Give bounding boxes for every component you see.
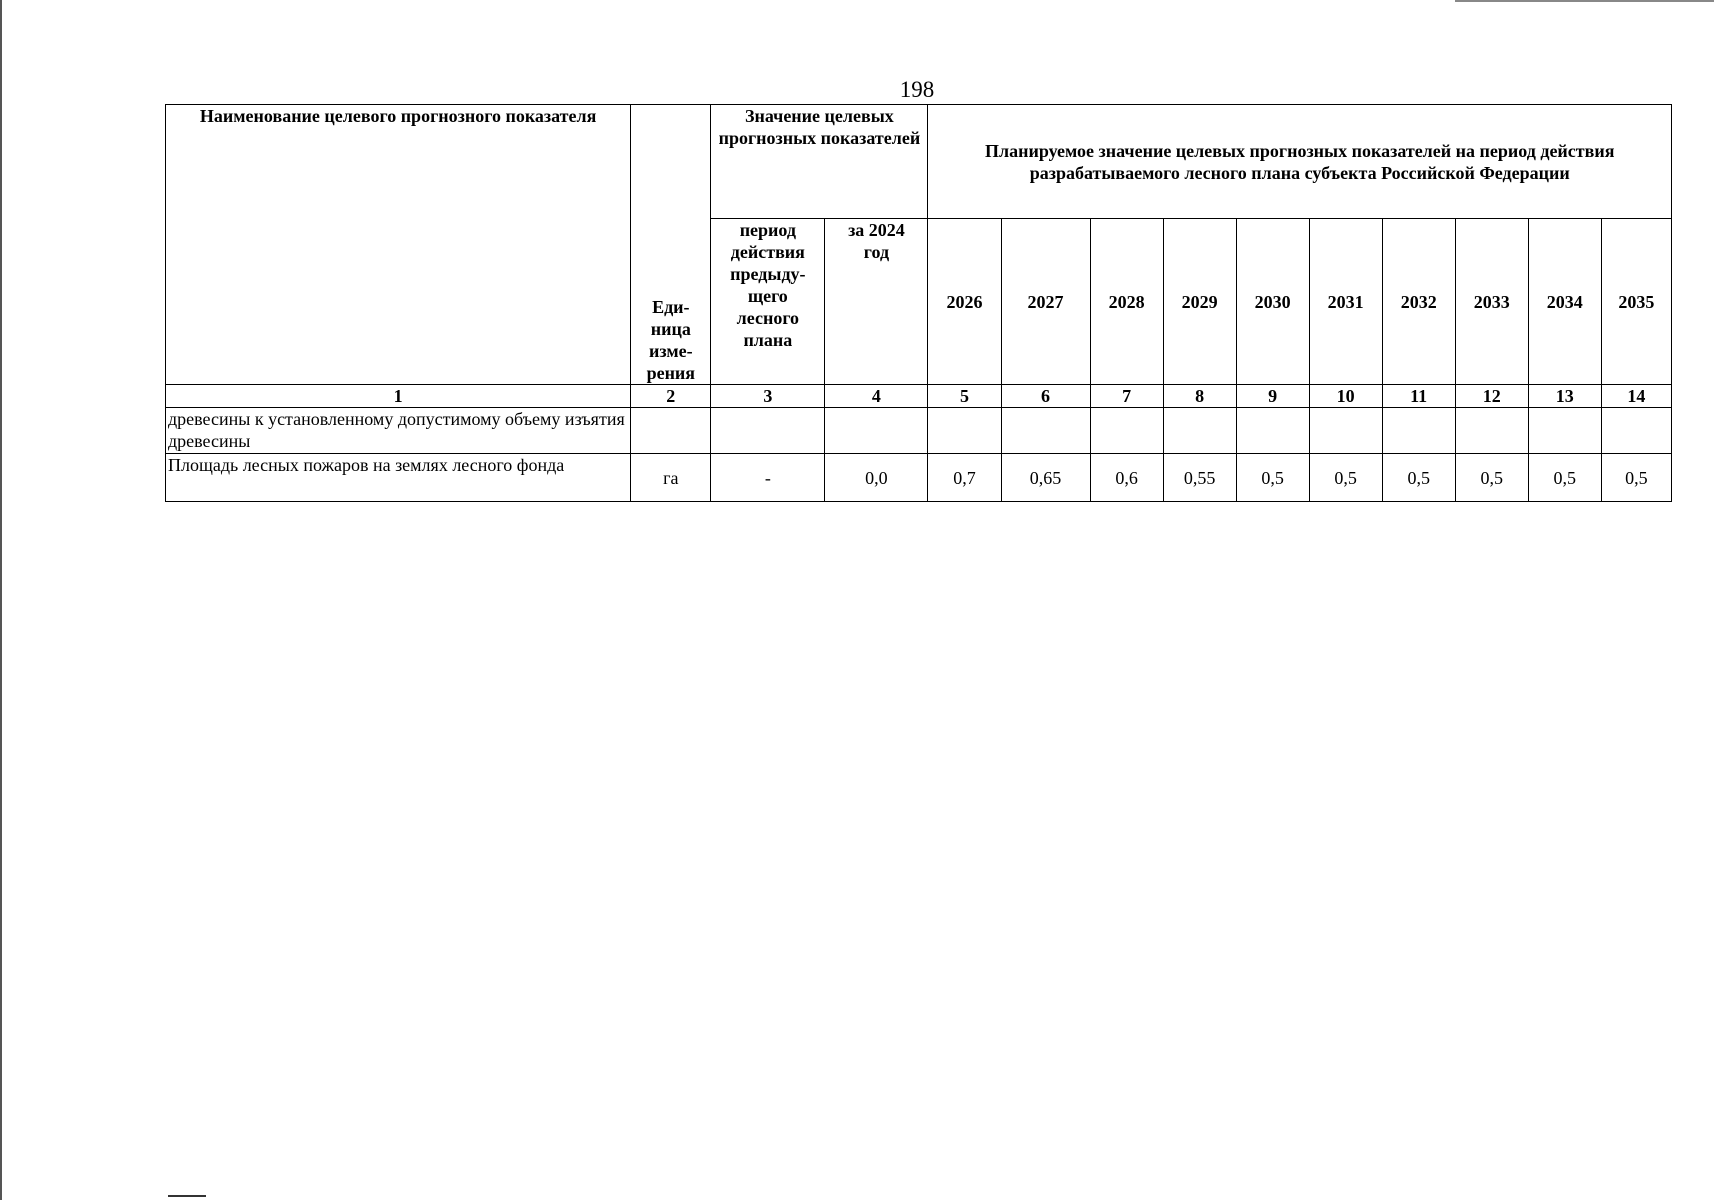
row-2024: [825, 408, 928, 454]
row-value: 0,55: [1163, 454, 1236, 502]
row-value: 0,7: [928, 454, 1001, 502]
scan-edge-left: [0, 0, 2, 1200]
row-name: древесины к установленному допустимому объему изъятия древесины: [166, 408, 631, 454]
column-number: 11: [1382, 385, 1455, 408]
header-prev-period: период действия предыду- щего лесного плана: [711, 219, 825, 385]
column-number: 4: [825, 385, 928, 408]
column-number: 10: [1309, 385, 1382, 408]
row-unit: [631, 408, 711, 454]
row-value: [1163, 408, 1236, 454]
row-value: 0,5: [1236, 454, 1309, 502]
header-row-1: [166, 105, 1672, 219]
row-unit: га: [631, 454, 711, 502]
header-year: 2033: [1455, 219, 1528, 385]
header-year: 2026: [928, 219, 1001, 385]
header-year: 2032: [1382, 219, 1455, 385]
column-number: 14: [1601, 385, 1671, 408]
header-year: 2030: [1236, 219, 1309, 385]
row-prev: [711, 408, 825, 454]
header-name: Наименование целевого прогнозного показателя: [166, 105, 631, 385]
column-number: 9: [1236, 385, 1309, 408]
row-value: [1382, 408, 1455, 454]
header-year-2024: за 2024 год: [825, 219, 928, 385]
header-year: 2029: [1163, 219, 1236, 385]
header-target-group: Значение целевых прогнозных показателей: [711, 105, 928, 219]
indicators-table: [165, 104, 1672, 502]
row-value: [1001, 408, 1090, 454]
row-value: [1090, 408, 1163, 454]
column-number: 8: [1163, 385, 1236, 408]
row-2024: 0,0: [825, 454, 928, 502]
row-value: 0,5: [1528, 454, 1601, 502]
column-number: 1: [166, 385, 631, 408]
row-value: [928, 408, 1001, 454]
column-numbers-row: [166, 385, 1672, 408]
row-value: [1528, 408, 1601, 454]
header-year: 2034: [1528, 219, 1601, 385]
row-value: 0,5: [1455, 454, 1528, 502]
row-value: 0,5: [1309, 454, 1382, 502]
column-number: 5: [928, 385, 1001, 408]
header-year: 2031: [1309, 219, 1382, 385]
header-planned-group: Планируемое значение целевых прогнозных показателей на период действия разрабатываемого лесного плана субъекта Российской Федерации: [928, 105, 1672, 219]
row-value: [1455, 408, 1528, 454]
column-number: 2: [631, 385, 711, 408]
column-number: 6: [1001, 385, 1090, 408]
header-year: 2035: [1601, 219, 1671, 385]
column-number: 13: [1528, 385, 1601, 408]
row-value: [1309, 408, 1382, 454]
row-prev: -: [711, 454, 825, 502]
row-value: [1236, 408, 1309, 454]
row-name: Площадь лесных пожаров на землях лесного фонда: [166, 454, 631, 502]
row-value: 0,5: [1382, 454, 1455, 502]
column-number: 7: [1090, 385, 1163, 408]
table-row: [166, 408, 1672, 454]
column-number: 3: [711, 385, 825, 408]
table-row: [166, 454, 1672, 502]
header-year: 2027: [1001, 219, 1090, 385]
row-value: 0,65: [1001, 454, 1090, 502]
scan-edge-top: [1455, 0, 1714, 2]
page-number: 198: [899, 77, 935, 102]
header-year: 2028: [1090, 219, 1163, 385]
scan-mark-bottom: [168, 1195, 206, 1197]
row-value: [1601, 408, 1671, 454]
row-value: 0,6: [1090, 454, 1163, 502]
row-value: 0,5: [1601, 454, 1671, 502]
column-number: 12: [1455, 385, 1528, 408]
header-unit: Еди- ница изме- рения: [631, 105, 711, 385]
